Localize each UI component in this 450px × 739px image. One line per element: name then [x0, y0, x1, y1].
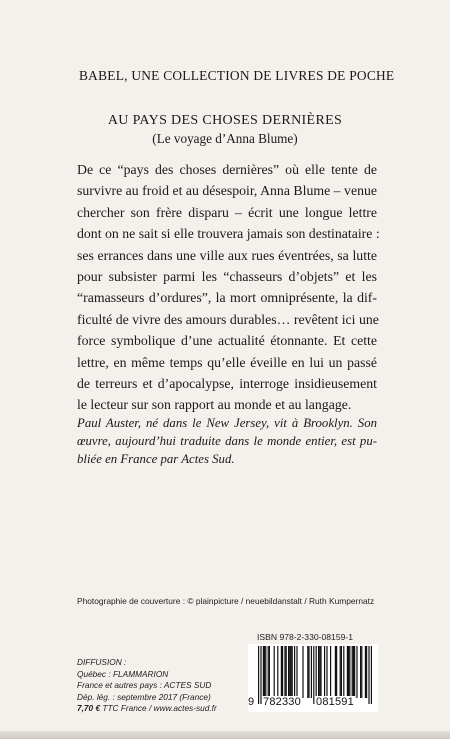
barcode-bar — [288, 646, 289, 698]
barcode-bar — [265, 646, 266, 698]
barcode-bar — [368, 646, 369, 704]
diffusion-france: France et autres pays : ACTES SUD — [77, 680, 212, 691]
blurb-line: pour subsister parmi les “chasseurs d’objets” et les — [77, 269, 377, 285]
barcode-bar — [264, 646, 265, 698]
barcode-bar — [354, 646, 355, 698]
blurb-line: lettre, en même temps qu’elle éveille en lui un passé — [77, 354, 377, 370]
blurb-line: ficulté de vivre des amours durables… revêtent ici une — [77, 311, 379, 327]
barcode-bar — [294, 646, 295, 698]
barcode-bar — [268, 646, 269, 698]
barcode-bar — [324, 646, 325, 698]
barcode-bar — [284, 646, 285, 698]
barcode-bar — [281, 646, 282, 698]
blurb — [77, 159, 380, 416]
barcode-bar — [326, 646, 327, 698]
barcode-bar — [258, 646, 259, 704]
barcode-bar — [365, 646, 366, 698]
barcode-group-1: 782330 — [263, 696, 301, 708]
blurb-line: survivre au froid et au désespoir, Anna Blume – venue — [77, 183, 377, 199]
barcode-bar — [347, 646, 348, 698]
barcode-bar — [289, 646, 290, 698]
barcode-bar — [307, 646, 308, 698]
photo-credit: Photographie de couverture : © plainpicture / neuebildanstalt / Ruth Kumpernatz — [77, 596, 375, 606]
barcode-bar — [356, 646, 357, 698]
blurb-line: “ramasseurs d’ordures”, la mort omniprésente, la dif- — [77, 290, 377, 306]
barcode-bar — [292, 646, 293, 698]
barcode-bar — [286, 646, 287, 698]
blurb-line: force symbolique d’une actualité étonnante. Et cette — [77, 333, 377, 349]
blurb-line: dont on ne sait si elle trouvera jamais son destinataire : — [77, 226, 380, 242]
price: 7,70 € — [77, 703, 101, 714]
barcode-bar — [349, 646, 350, 698]
barcode-bar — [290, 646, 291, 698]
blurb-line: le lecteur sur son rapport au monde et au langage. — [77, 397, 352, 413]
price-website: TTC France / www.actes-sud.fr — [100, 703, 217, 714]
barcode-bar — [319, 646, 320, 698]
isbn: ISBN 978-2-330-08159-1 — [257, 632, 354, 642]
book-subtitle: (Le voyage d’Anna Blume) — [152, 131, 298, 146]
barcode-bar — [341, 646, 342, 698]
blurb-line: De ce “pays des choses dernières” où elle tente de — [77, 162, 377, 177]
barcode-bar — [343, 646, 344, 698]
blurb-line: de terreurs et d’apocalypse, interroge insidieusement — [77, 376, 377, 392]
book-title: AU PAYS DES CHOSES DERNIÈRES — [107, 113, 343, 128]
barcode-group-2: 081591 — [316, 696, 354, 708]
barcode-bar — [269, 646, 270, 698]
blurb-line: chercher son frère disparu – écrit une longue lettre — [77, 204, 377, 220]
page-edge — [0, 731, 450, 739]
barcode-bar — [352, 646, 353, 698]
bio-line: Paul Auster, né dans le New Jersey, vit à Brooklyn. Son — [77, 416, 377, 430]
barcode-bar — [371, 646, 372, 704]
barcode-bar — [311, 646, 312, 698]
price-line — [77, 703, 217, 715]
barcode-bar — [308, 646, 309, 698]
blurb-line: ses errances dans une ville aux rues éventrées, sa lutte — [77, 247, 377, 263]
barcode-bar — [361, 646, 362, 698]
barcode-bar — [320, 646, 321, 698]
barcode-bar — [348, 646, 349, 698]
diffusion-quebec: Québec : FLAMMARION — [77, 668, 169, 679]
barcode-bar — [274, 646, 275, 698]
barcode-bar — [282, 646, 283, 698]
bio-line: bliée en France par Actes Sud. — [77, 452, 235, 466]
barcode-bar — [353, 646, 354, 698]
bio-line: œuvre, aujourd’hui traduite dans le monde entier, est pu- — [77, 434, 377, 448]
barcode-bar — [335, 646, 336, 698]
barcode-bar — [366, 646, 367, 698]
barcode-bar — [360, 646, 361, 698]
barcode-bar — [330, 646, 331, 698]
diffusion-heading: DIFFUSION : — [77, 657, 127, 667]
author-bio — [77, 414, 377, 468]
barcode-bar — [336, 646, 337, 698]
barcode-bar — [302, 646, 303, 698]
distribution-info — [77, 657, 217, 715]
collection-line: BABEL, UNE COLLECTION DE LIVRES DE POCHE — [79, 68, 395, 83]
legal-deposit: Dép. lég. : septembre 2017 (France) — [77, 691, 211, 702]
barcode-lead-digit: 9 — [248, 696, 255, 708]
barcode-bar — [263, 646, 264, 698]
barcode-bar — [296, 646, 297, 698]
barcode-bar — [277, 646, 278, 698]
barcode-bar — [340, 646, 341, 698]
barcode-bar — [318, 646, 319, 698]
